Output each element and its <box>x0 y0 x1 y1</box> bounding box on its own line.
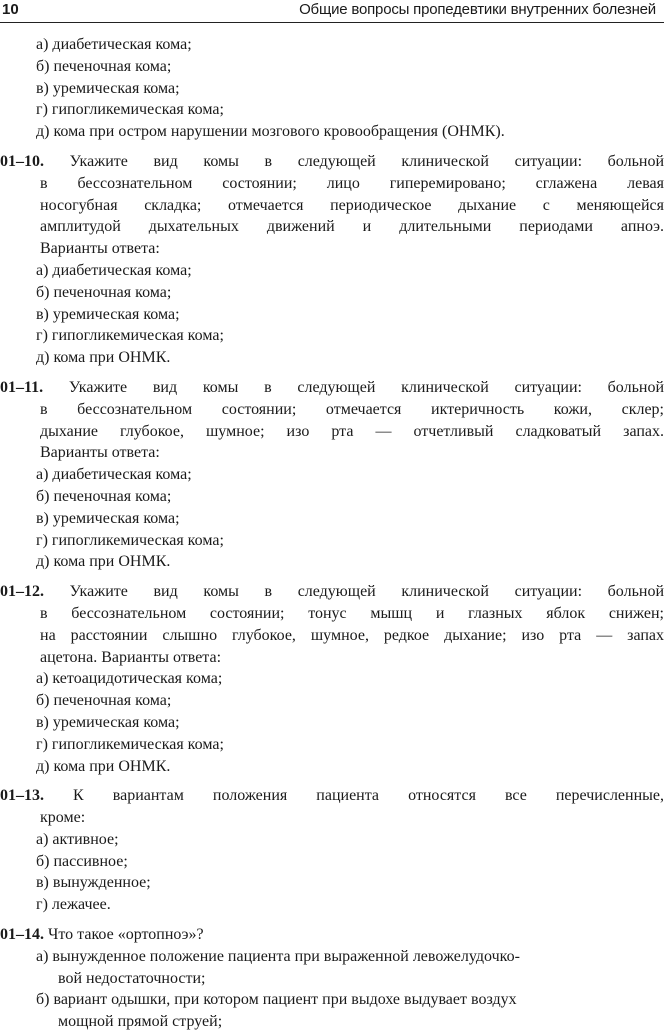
page-header <box>0 0 664 24</box>
question-text-line: в бессознательном состоянии; тонус мышц и глазных яблок снижен; <box>40 604 664 622</box>
question-01-13 <box>0 785 664 916</box>
answer-option-continuation: вой недостаточности; <box>58 969 206 987</box>
answer-option: д) кома при ОНМК. <box>36 553 171 571</box>
answer-option: б) печеночная кома; <box>36 487 172 505</box>
answer-option: г) гипогликемическая кома; <box>36 531 224 549</box>
answer-option: в) уремическая кома; <box>36 305 180 323</box>
question-text-line: 01–11. Укажите вид комы в следующей клинической ситуации: больной <box>0 378 664 396</box>
question-text-line: дыхание глубокое, шумное; изо рта — отчетливый сладковатый запах. <box>40 422 664 440</box>
answer-option: в) уремическая кома; <box>36 509 180 527</box>
answer-option: б) пассивное; <box>36 852 128 870</box>
answer-option: г) лежачее. <box>36 896 111 914</box>
question-number: 01–10. <box>0 152 44 170</box>
answer-option: б) печеночная кома; <box>36 283 172 301</box>
answer-option: г) гипогликемическая кома; <box>36 327 224 345</box>
answer-option: в) вынужденное; <box>36 874 151 892</box>
question-number: 01–11. <box>0 378 44 396</box>
answer-option-continuation: мощной прямой струей; <box>58 1013 223 1031</box>
question-text-line: 01–10. Укажите вид комы в следующей клинической ситуации: больной <box>0 152 664 170</box>
answer-option: в) уремическая кома; <box>36 713 180 731</box>
answer-option: а) вынужденное положение пациента при выраженной левожелудочко- <box>36 947 520 965</box>
page-content <box>0 34 664 1033</box>
question-01-14 <box>0 924 664 1033</box>
question-text-line: 01–14. Что такое «ортопноэ»? <box>0 926 204 944</box>
intro-options <box>0 34 664 143</box>
answer-option: г) гипогликемическая кома; <box>36 735 224 753</box>
question-text-line: на расстоянии слышно глубокое, шумное, редкое дыхание; изо рта — запах <box>40 626 664 644</box>
question-number: 01–12. <box>0 583 44 601</box>
page-number: 10 <box>2 1 19 18</box>
question-text-line: 01–13. К вариантам положения пациента относятся все перечисленные, <box>0 787 664 805</box>
question-text-line: Варианты ответа: <box>40 444 160 462</box>
answer-option: а) диабетическая кома; <box>36 466 192 484</box>
answer-option: а) кетоацидотическая кома; <box>36 670 223 688</box>
question-text-line: в бессознательном состоянии; отмечается иктеричность кожи, склер; <box>40 400 664 418</box>
question-text-line: носогубная складка; отмечается периодическое дыхание с меняющейся <box>40 196 664 214</box>
answer-option: д) кома при ОНМК. <box>36 757 171 775</box>
question-number: 01–13. <box>0 787 44 805</box>
answer-option: а) диабетическая кома; <box>36 36 192 53</box>
question-number: 01–14. <box>0 926 44 944</box>
question-01-12 <box>0 581 664 777</box>
answer-option: д) кома при ОНМК. <box>36 349 171 367</box>
answer-option: а) активное; <box>36 830 119 848</box>
running-title: Общие вопросы пропедевтики внутренних болезней <box>299 1 656 18</box>
question-text-line: кроме: <box>40 809 86 827</box>
answer-option: б) вариант одышки, при котором пациент при выдохе выдувает воздух <box>36 991 517 1009</box>
answer-option: г) гипогликемическая кома; <box>36 101 224 119</box>
answer-option: а) диабетическая кома; <box>36 261 192 279</box>
question-01-10 <box>0 151 664 369</box>
answer-option: д) кома при остром нарушении мозгового кровообращения (ОНМК). <box>36 123 505 141</box>
question-text-line: 01–12. Укажите вид комы в следующей клинической ситуации: больной <box>0 583 664 601</box>
header-rule <box>0 22 664 23</box>
question-01-11 <box>0 377 664 573</box>
question-text-line: в бессознательном состоянии; лицо гиперемировано; сглажена левая <box>40 174 664 192</box>
answer-option: в) уремическая кома; <box>36 79 180 97</box>
question-text-line: Варианты ответа: <box>40 240 160 258</box>
answer-option: б) печеночная кома; <box>36 57 172 75</box>
question-text-line: амплитудой дыхательных движений и длительными периодами апноэ. <box>40 218 664 236</box>
question-text-line: ацетона. Варианты ответа: <box>40 648 222 666</box>
answer-option: б) печеночная кома; <box>36 692 172 710</box>
